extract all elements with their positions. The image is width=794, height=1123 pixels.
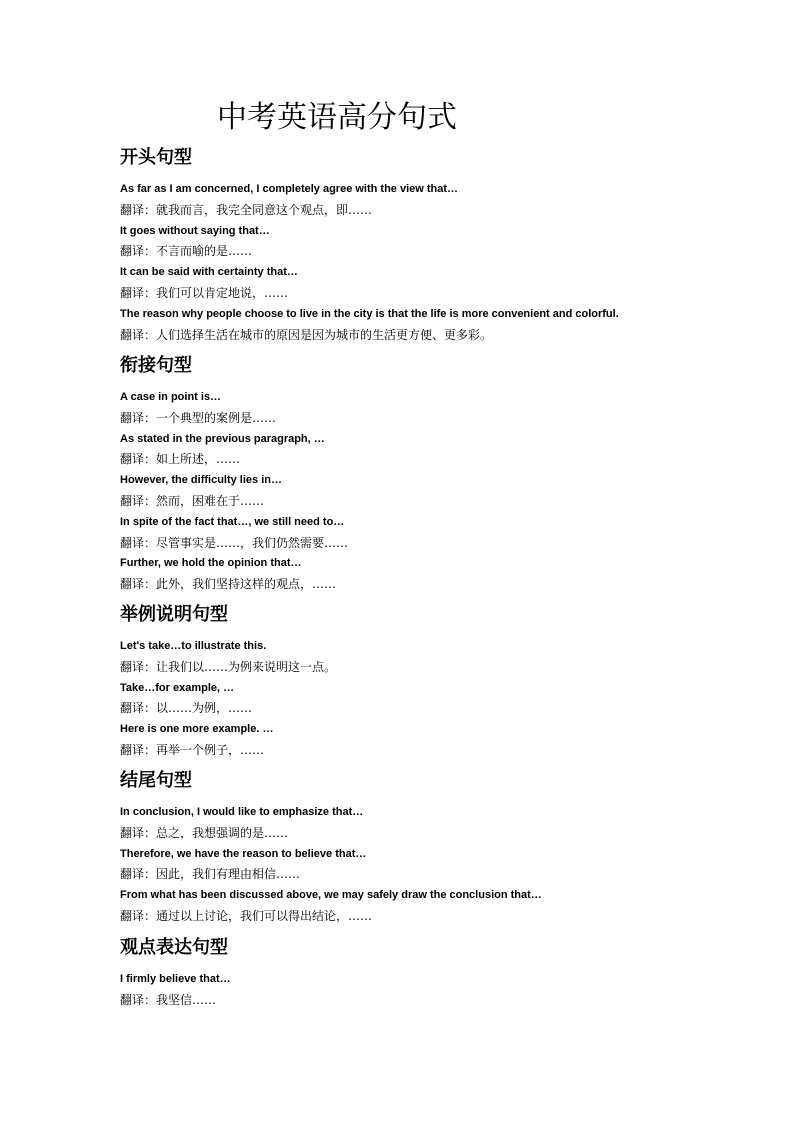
section-opinion-sentences xyxy=(120,936,760,1011)
english-sentence: In spite of the fact that…, we still need to… xyxy=(120,515,345,528)
chinese-translation: 翻译：我坚信…… xyxy=(120,992,217,1007)
chinese-translation: 翻译：我们可以肯定地说，…… xyxy=(120,285,289,300)
english-sentence: It can be said with certainty that… xyxy=(120,266,298,279)
english-sentence: Further, we hold the opinion that… xyxy=(120,557,302,570)
chinese-translation: 翻译：此外，我们坚持这样的观点，…… xyxy=(120,577,337,592)
sentence-entry xyxy=(120,304,760,346)
section-heading: 观点表达句型 xyxy=(120,937,228,958)
chinese-translation: 翻译：尽管事实是……，我们仍然需要…… xyxy=(120,535,349,550)
sentence-entry xyxy=(120,802,760,844)
chinese-translation: 翻译：因此，我们有理由相信…… xyxy=(120,867,301,882)
chinese-translation: 翻译：让我们以……为例来说明这一点。 xyxy=(120,659,337,674)
sentence-entry xyxy=(120,969,760,1011)
english-sentence: I firmly believe that… xyxy=(120,973,231,985)
sentence-entry xyxy=(120,221,760,263)
section-opening-sentences xyxy=(120,146,760,345)
sentence-entry xyxy=(120,636,760,678)
english-sentence: Here is one more example. … xyxy=(120,723,274,736)
english-sentence: From what has been discussed above, we may safely draw the conclusion that… xyxy=(120,889,542,902)
english-sentence: However, the difficulty lies in… xyxy=(120,474,282,487)
chinese-translation: 翻译：不言而喻的是…… xyxy=(120,244,253,259)
document-title: 中考英语高分句式 xyxy=(217,100,457,135)
chinese-translation: 翻译：通过以上讨论，我们可以得出结论，…… xyxy=(120,908,373,923)
chinese-translation: 翻译：以……为例，…… xyxy=(120,701,253,716)
english-sentence: A case in point is… xyxy=(120,391,222,403)
chinese-translation: 翻译：再举一个例子，…… xyxy=(120,742,265,757)
chinese-translation: 翻译：人们选择生活在城市的原因是因为城市的生活更方便、更多彩。 xyxy=(120,327,493,342)
chinese-translation: 翻译：就我而言，我完全同意这个观点，即…… xyxy=(120,202,373,217)
sentence-entry xyxy=(120,719,760,761)
sentence-entry xyxy=(120,387,760,429)
chinese-translation: 翻译：然而，困难在于…… xyxy=(120,493,265,508)
sentence-entry xyxy=(120,179,760,221)
chinese-translation: 翻译：一个典型的案例是…… xyxy=(120,410,277,425)
sentence-entry xyxy=(120,678,760,720)
english-sentence: Therefore, we have the reason to believe that… xyxy=(120,847,367,860)
section-heading: 结尾句型 xyxy=(120,770,192,791)
english-sentence: As stated in the previous paragraph, … xyxy=(120,432,325,445)
sentence-entry xyxy=(120,885,760,927)
section-heading: 开头句型 xyxy=(120,147,192,168)
chinese-translation: 翻译：总之，我想强调的是…… xyxy=(120,825,289,840)
sentence-entry xyxy=(120,512,760,554)
english-sentence: Let's take…to illustrate this. xyxy=(120,640,267,652)
section-example-sentences xyxy=(120,603,760,761)
sentence-entry xyxy=(120,262,760,304)
english-sentence: As far as I am concerned, I completely agree with the view that… xyxy=(120,183,459,195)
section-transition-sentences xyxy=(120,354,760,595)
sentence-entry xyxy=(120,429,760,471)
sentence-entry xyxy=(120,470,760,512)
chinese-translation: 翻译：如上所述，…… xyxy=(120,452,241,467)
english-sentence: The reason why people choose to live in the city is that the life is more convenient and colorful. xyxy=(120,307,619,320)
english-sentence: In conclusion, I would like to emphasize that… xyxy=(120,806,364,818)
english-sentence: Take…for example, … xyxy=(120,681,235,694)
english-sentence: It goes without saying that… xyxy=(120,224,270,237)
section-closing-sentences xyxy=(120,769,760,927)
sentence-entry xyxy=(120,553,760,595)
sentence-entry xyxy=(120,844,760,886)
section-heading: 衔接句型 xyxy=(120,355,192,376)
section-heading: 举例说明句型 xyxy=(120,604,228,625)
